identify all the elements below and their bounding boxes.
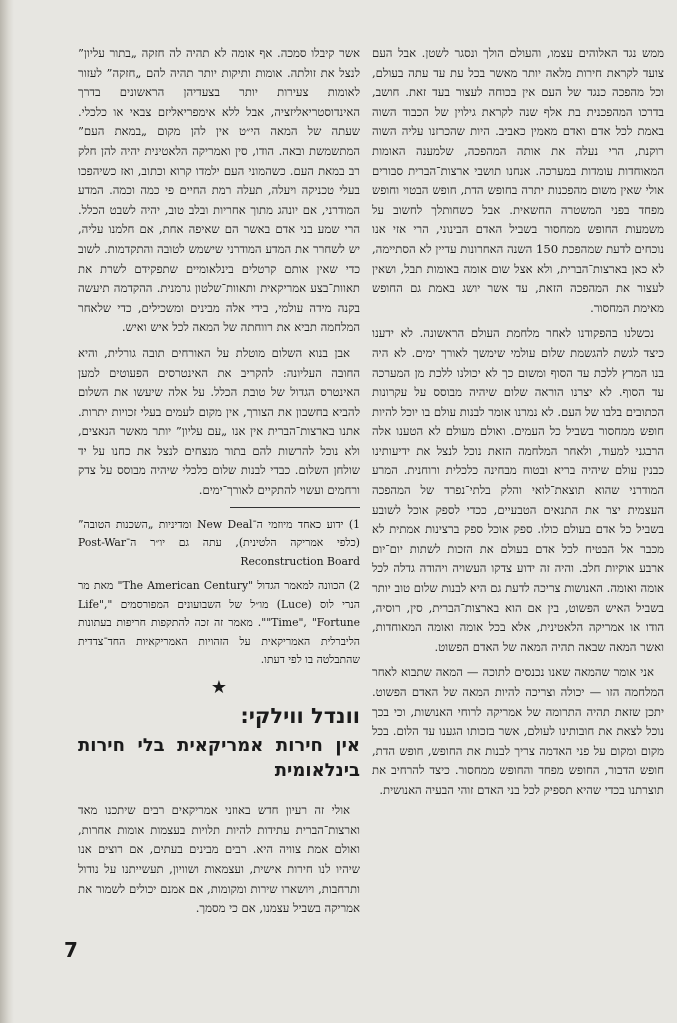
right-column <box>372 44 664 807</box>
page-number: 7 <box>64 938 78 962</box>
article-title: אין חירות אמריקאית בלי חירות בינלאומית <box>78 735 360 782</box>
paragraph: אבן בנוא השלום מוטלת על האורחים תובה גורלית, והיא החובה העליונה: להקריב את האינטרסים הפעוטים למען האינטרס הגדול של טובת הכלל. על אלה שיעשו את השלום להביא בחשבון את הצורך, אין מקום לעמים בעלי זכויות יתרות. אתנו בארצות־הברית אין אנו „עם עליון” יותר מאשר הנאצים, ולא נוכל להרשות להם בתור מנצחים לנצל את כחנו על יד שולחן השלום. כבדי לבנות שלום כלכלי שיהיה מבוסס על צדק ורחמים ועשוי להתקיים לאורך־ימים. <box>78 345 360 498</box>
footnote: 2) הכוונה למאמר הגדול "The American Century" מאת מר הנרי לוס (Luce) מו״ל של השבועונים המפורסמים "Life", "Time", "Fortune". מאמר זה זכה להתקפות חריפות בעתונות הליברלית האמריקאית על הזהויות האמריקאיות החד־צדדית שהתבלטה בו לפי דעתו. <box>78 579 361 667</box>
paragraph: אני אומר שהמאה שאנו נכנסים לתוכה — המאה שתבוא לאחר המלחמה הזו — יכולה וצריכה להיות המאה של האדם הפשוט. יתכן שזאת תהיה התרומה של אמריקה לרוחי האנושות, וכי בכך נוכל לצאת את חובותינו לעולם, אשר בזכותו הגענו עד הלום. בכל מקום ומקום על פני האדמה צריך לבנות את החופש, חופש הדת, חופש הדבור, החופש מפחד והחופש ממחסור. כיצד להרחיב את תוצרתנו בכדי שהיא תספיק לכל בני האדם זוהי הבעיה האנושית. <box>372 665 664 797</box>
footnotes <box>78 516 360 670</box>
star-separator-icon: ★ <box>210 676 228 698</box>
footnote-divider <box>230 507 360 508</box>
footnote: 1) ידוע כאחד מיוזמי ה־New Deal ומדיניות „השכנות הטובה” (כלפי אמריקה הלטינית), עתה גם יו״ר ה־Post-War Reconstruction Board <box>78 517 360 568</box>
paragraph: נכשלנו בהפקודנו לאחר מלחמת העולם הראשונה. לא ידענו כיצד לגשת להגשמת שלום עולמי שימשך לאורך ימים. לא היה בנו המרץ ללכת עד הסוף ומשום כך לא יכולנו ללכת מן המערכה עד הסוף. לא יצרנו הוראה שלום שיהיה מבוסס על עקרונות הכתובים בלבו של העם. לא נמרנו אומר לבנות עולם בו יוכל להיות חופש ממחסור בשביל כל העמים. ואולם מעולם לא הטענו אלה הרבגני למעוד, ולאחר המלחמה הזאת נוכל לנצל את ידיעותינו כבנין עולם שיהיה בריא ובטוח מבחינה כלכלית ורוחנית. המרע המודרני שהוא תוצאת־לואי והלק בלתי־נפרד של המהפכה העצמית יצר את התנאים הטבעיים, ככדי לספק אוכל לשובע בשביל כל אדם בעולם כולו. ספק אוכל ספק ברצינות אמתית לא מכבר אל הבטיח לכל אדם בעולם את הזכות לשתות יום־יום ארבע אוקיות חלב. והיה זה ידוע צדקו העשויה ויהודה גדלה לכל אומה ואומה. האנושות צריכה לדעת גם היא לבנות שלום טוב יותר בשביל האיש הפשוט, בין אם הוא בארצות־הברית, סין, רוסיה, הודו או אמריקה הלאטינית, אלא בכל אומה ואומה המאוחדות, ואשר המאה שבאה תהיה המאה של האדם הפשוט. <box>372 326 664 654</box>
paragraph: אשר קיבלו סמכה. אף אומה לא תהיה לה חזקה „בתור עליון” לנצל את זולתה. אומות ותיקות יותר תהיה להם „חזקה” לעזור לאומות צעירות יותר בצעדיהן הראשונים בדרך האינדוסטריאליזציה, אבל ללא אימפריאליזם צבאי או כלכלי. שעתה של המאה הי״ט אין להן מקום „במאת העם” המתשמשת ובאה. הודו, סין ואמריקה הלאטינית יהיה להן חלק רב במאת העם. כשהמוני העם ילמדו קרוא וכתוב, ואז כשיהפכו בעלי טכניקה ויעלה, תעלה רמת החיים פי כמה וכמה. המדע המודרני, אם יונהג מתוך אחריות ובלב טוב, יהיה לשבט הכלל. הרי שמע בני אדם באשר הם שאיפה אחת, אם חלמנו עליה, יש לשחרר את המדע המודרני שישמש לטובה והתקדמות. לשוב כדי שאין אותם קרטלים בינלאומיים שתפקידם לשרת את תאוות־בצע אמריקאית ותאוות־שלטון גרמנית. ההקדמה תיעשה בקנה מידה עולמי, בידי אלה מבינים ומשכילים, כדי שלאחר המלחמה תביא את רווחתה של המאה לכל איש ואיש. <box>78 46 360 335</box>
page-binding-edge <box>0 0 14 1023</box>
article-byline: וונדל ווילקי: <box>240 704 360 729</box>
left-column <box>78 44 360 925</box>
paragraph: ממש נגד האלוהים עצמו, והעולם הולך ונסגר לשטן. אבל העם צועד לקראת חירות מלאה יותר מאשר בכל עת עד עתה בעולם, וכל מהפכה כנגד של העם אין בכוחה לעצור בעד זאת. חושב, בדרכו המהפכנית בת אלף שנה לקראת גילוין של הכבוד השוה באמת לכל אדם ואדם מאמין כאביב. היות שהכרזנו עליה השוה רוקנת, הרי נעלה את אותה המהפכה, שלמענה האומות המאוחדות עומדות במערכה. אנחנו תושבי ארצות־הברית סבורים אולי שאין משום מהפכנות יתרה בחופש הדת, חופש הבטוי וחופש מפחד בפני המשטרה החשאית. אבל כשחותלך לחשוב על משמעות החופש ממחסור בשביל האדם הבינוני, הרי אזי אנו נוכחים לדעת שמהפכת 150 השנה האחרונות עדיין לא הסתיימה, לא כאן בארצות־הברית, ולא אצל שום אומה באומות תבל, ושאין לעצור את המהפכה הזאת, עד אשר יושג באמת גם החופש מאימת המחסור. <box>372 46 664 315</box>
paragraph: אולי זה רעיון חדש באוזני אמריקאים רבים שיתכנו מאד וארצות־הברית עתידות להיות תלויות בעצמות אומות אחרות, ואולם אמת צוויה היא. רבים מבינים בעתים, אם רוצים אנו שיהיו לנו חירות אישית, ועצמאות ושוויון, תעשייתנו על נודול ותרחבות, ויושארו שירות ומקומות, אם אמנם יכולים לשמור את אמריקה בשביל עצמנו, אם כי מסמך. <box>78 803 360 916</box>
